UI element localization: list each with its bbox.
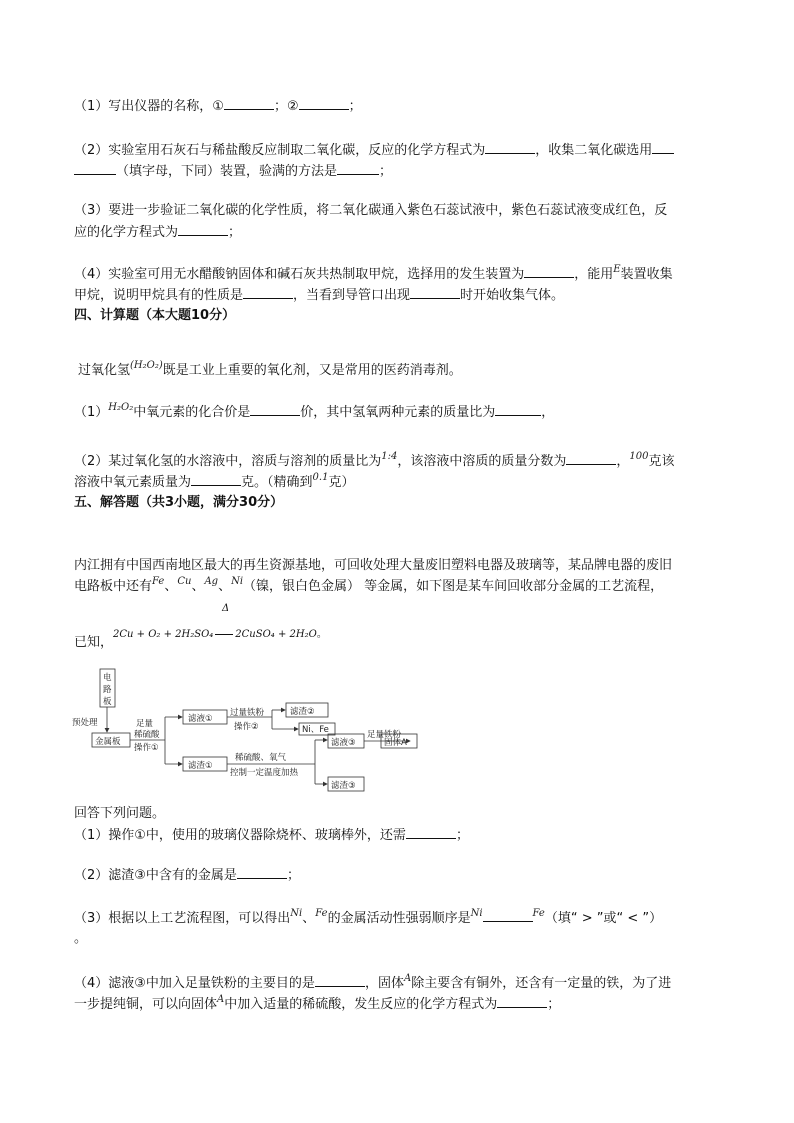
q2-co2-line: （2）实验室用石灰石与稀盐酸反应制取二氧化碳，反应的化学方程式为 ，收集二氧化碳选用 [74,141,674,160]
q4-methane-line: （4）实验室可用无水醋酸钠固体和碱石灰共热制取甲烷，选择用的发生装置为 ，能用$^E$装置收集 [74,264,673,282]
answer-blank[interactable] [178,223,228,236]
answer-blank[interactable] [524,265,574,278]
flow-label: 滤渣② [290,707,315,717]
section-5-heading: 五、解答题（共3小题，满分30分） [74,495,284,510]
reaction-equation: 2Cu + O₂ + 2H₂SO₄ 2CuSO₄ + 2H₂O。 [113,629,327,640]
answer-blank[interactable] [299,97,349,110]
solve-q3: （3）根据以上工艺流程图，可以得出$^{Ni}$、$^{Fe}$的金属活动性强弱顺序是$^{Ni}$ $^{Fe}$（填“ > ”或“ < ”） [74,908,663,926]
answer-blank[interactable] [483,909,533,922]
flow-label: 滤渣① [188,761,213,771]
answer-blank[interactable] [337,162,379,175]
q4-methane-line-2: 甲烷，说明甲烷具有的性质是 ，当看到导管口出现 时开始收集气体。 [74,288,565,303]
flow-label: 足量铁粉 [367,730,402,740]
answer-blank[interactable] [224,97,274,110]
section-4-heading: 四、计算题（本大题10分） [74,308,236,323]
answer-blank[interactable] [495,403,541,416]
answer-blank[interactable] [250,403,300,416]
flow-label: 稀硫酸 [134,730,160,740]
solve-q1: （1）操作①中，使用的玻璃仪器除烧杯、玻璃棒外，还需 ； [74,828,469,843]
flow-label: 稀硫酸、氧气 [235,753,287,763]
answer-blank[interactable] [406,826,456,839]
answer-blank[interactable] [485,141,535,154]
calc-q2-line-2: 溶液中氧元素质量为 克。（精确到$^{0.1}$克） [74,472,355,490]
solve-q2: （2）滤渣③中含有的金属是 ； [74,868,300,883]
calc-q1: $(1)^{H_2O_2}$中氧元素的化合价是 价，其中氢氧两种元素的质量比为 ， [74,402,555,420]
answer-blank[interactable] [191,473,241,486]
q3-litmus-line: （3）要进一步验证二氧化碳的化学性质，将二氧化碳通入紫色石蕊试液中，紫色石蕊试液变成红色，反 [74,203,668,218]
solve-q4-line-2: 一步提纯铜，可以向固体$^A$中加入适量的稀硫酸，发生反应的化学方程式为 ； [74,994,561,1012]
process-flowchart [70,667,430,797]
flow-label: Ni、Fe [302,725,329,735]
answer-blank[interactable] [315,974,365,987]
given-label: 已知， [74,635,114,650]
flow-label: 足量 [136,719,154,729]
heat-symbol: Δ [222,603,230,614]
q3-litmus-line-2: 应的化学方程式为 ； [74,225,242,240]
flow-label: 电 [103,673,112,683]
flow-label: 操作② [234,722,259,732]
answer-blank[interactable] [497,995,547,1008]
solve-paragraph-2: 电路板中还有$^{Fe}$、$^{Cu}$、$^{Ag}$、$^{Ni}$（镍，银白色金属） 等金属，如下图是某车间回收部分金属的工艺流程， [74,576,664,594]
flow-label: 操作① [134,743,159,753]
flow-label: 过量铁粉 [230,708,265,718]
flow-label: 金属板 [95,737,121,747]
answer-intro: 回答下列问题。 [74,806,166,821]
calc-intro: 过氧化氢$^{(H_2O_2)}$既是工业上重要的氧化剂，又是常用的医药消毒剂。 [78,360,462,378]
solve-paragraph-1: 内江拥有中国西南地区最大的再生资源基地，可回收处理大量废旧塑料电器及玻璃等，某品牌电器的废旧 [74,558,673,573]
flow-label: 固体A [384,738,407,748]
equation-bar [215,634,233,635]
answer-blank[interactable] [566,452,616,465]
flow-label: 板 [103,697,112,707]
solve-q3-end: 。 [74,931,88,946]
flow-label: 滤渣③ [331,781,356,791]
answer-blank[interactable] [652,141,674,154]
q2-co2-line-2: （填字母，下同）装置，验满的方法是 ； [74,162,392,181]
calc-q2: （2）某过氧化氢的水溶液中，溶质与溶剂的质量比为$^{1:4}$，该溶液中溶质的质量分数为 ，$^{100}$克该 [74,451,675,469]
answer-blank[interactable] [74,162,116,175]
answer-blank[interactable] [237,866,287,879]
answer-blank[interactable] [410,286,460,299]
q1-instrument-line: （1）写出仪器的名称，① ；② ； [74,99,362,114]
answer-blank[interactable] [243,286,293,299]
flow-label: 滤液① [188,714,213,724]
flow-label: 滤液③ [331,738,356,748]
flow-label: 控制一定温度加热 [230,768,299,778]
solve-q4: （4）滤液③中加入足量铁粉的主要目的是 ，固体$^A$除主要含有铜外，还含有一定量的铁，为了进 [74,973,672,991]
flow-label: 预处理 [72,718,98,728]
flow-label: 路 [103,685,112,695]
